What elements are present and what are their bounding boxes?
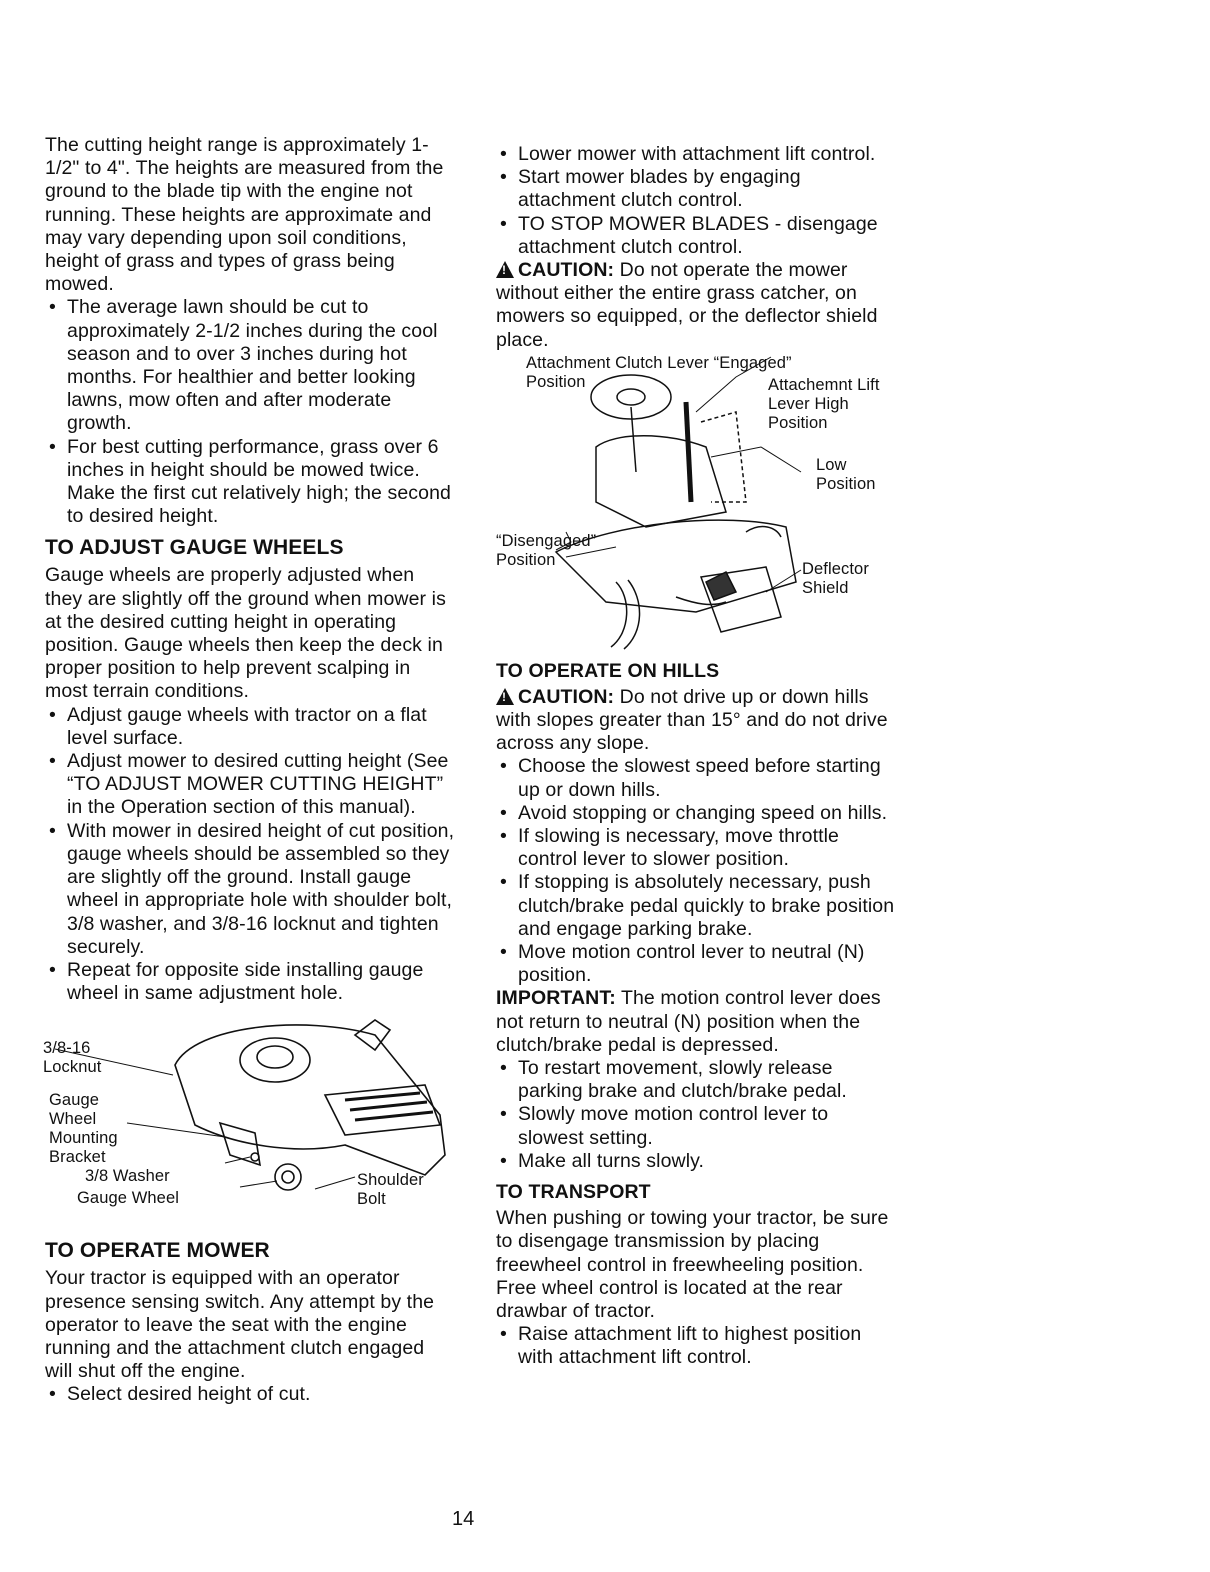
list-item: • If slowing is necessary, move throttle control lever to slower position. (496, 825, 896, 871)
disengaged-position-label: “Disengaged” Position (496, 531, 597, 569)
list-item: • Move motion control lever to neutral (N) position. (496, 941, 896, 987)
list-item: • Avoid stopping or changing speed on hills. (496, 802, 896, 825)
restart-list (496, 1057, 896, 1173)
list-item: • Raise attachment lift to highest position with attachment lift control. (496, 1323, 896, 1369)
cutting-height-intro: The cutting height range is approximately 1-1/2" to 4". The heights are measured from the ground to the blade tip with the engine not running. These heights are approximate and may vary depending upon soil conditions, height of grass and types of grass being mowed. (45, 134, 444, 296)
shoulder-bolt-label: Shoulder Bolt (357, 1171, 424, 1209)
list-item: • If stopping is absolutely necessary, push clutch/brake pedal quickly to brake position and engage parking brake. (496, 871, 896, 941)
list-item: • Make all turns slowly. (496, 1150, 896, 1173)
deflector-shield-label: Deflector Shield (802, 559, 869, 597)
gauge-wheels-list (45, 704, 455, 1006)
important-note (496, 987, 896, 1057)
caution-paragraph (496, 259, 896, 352)
list-item: • With mower in desired height of cut position, gauge wheels should be assembled so they are slightly off the ground. Install gauge wheel in appropriate hole with shoulder bolt, 3/8 washer, and 3/8-16 locknut and tighten securely. (45, 820, 455, 959)
hills-list (496, 755, 896, 987)
list-item: • Adjust gauge wheels with tractor on a flat level surface. (45, 704, 455, 750)
bracket-label: Gauge Wheel Mounting Bracket (49, 1091, 118, 1167)
gauge-wheel-label: Gauge Wheel (77, 1189, 179, 1208)
operate-mower-heading: TO OPERATE MOWER (45, 1239, 270, 1263)
low-position-label: Low Position (816, 455, 876, 493)
hills-heading: TO OPERATE ON HILLS (496, 659, 720, 682)
gauge-wheels-heading: TO ADJUST GAUGE WHEELS (45, 536, 344, 560)
list-item: • The average lawn should be cut to approximately 2-1/2 inches during the cool season and to over 3 inches during hot months. For healthier and better looking lawns, mow often and after moderate growth. (45, 296, 455, 435)
gauge-wheels-body: Gauge wheels are properly adjusted when they are slightly off the ground when mower is at the desired cutting height in operating position. Gauge wheels then keep the deck in proper position to help prevent scalping in most terrain conditions. (45, 564, 446, 703)
engaged-position-label: Attachment Clutch Lever “Engaged” Position (526, 353, 792, 391)
clutch-lever-figure (496, 352, 896, 652)
list-item: • Lower mower with attachment lift control. (496, 143, 896, 166)
transport-list (496, 1323, 896, 1369)
list-item: • Choose the slowest speed before starting up or down hills. (496, 755, 896, 801)
list-item: • Slowly move motion control lever to slowest setting. (496, 1103, 896, 1149)
lift-lever-high-label: Attachemnt Lift Lever High Position (768, 375, 880, 432)
page-number: 14 (452, 1508, 475, 1530)
caution-text: Do not drive up or down hills with slopes greater than 15° and do not drive across any slope. (496, 685, 888, 755)
list-item: • TO STOP MOWER BLADES - disengage attachment clutch control. (496, 213, 896, 259)
list-item: • Repeat for opposite side installing gauge wheel in same adjustment hole. (45, 959, 455, 1005)
left-column (45, 134, 455, 1407)
transport-heading: TO TRANSPORT (496, 1181, 651, 1204)
right-column (496, 143, 896, 1370)
gauge-wheel-figure (45, 1005, 455, 1231)
list-item: • Adjust mower to desired cutting height (See “TO ADJUST MOWER CUTTING HEIGHT” in the Operation section of this manual). (45, 750, 455, 820)
transport-body: When pushing or towing your tractor, be sure to disengage transmission by placing freewheel control in freewheeling position. Free wheel control is located at the rear drawbar of tractor. (496, 1207, 889, 1322)
caution-text: Do not operate the mower without either the entire grass catcher, on mowers so equipped, or the deflector shield place. (496, 259, 878, 351)
list-item: • To restart movement, slowly release parking brake and clutch/brake pedal. (496, 1057, 896, 1103)
operate-mower-list (45, 1383, 455, 1406)
warning-icon (496, 261, 514, 278)
lawn-tips-list (45, 296, 455, 528)
hills-caution (496, 686, 896, 756)
mower-start-list (496, 143, 896, 259)
important-label: IMPORTANT: (496, 987, 616, 1010)
important-text: The motion control lever does not return to neutral (N) position when the clutch/brake pedal is depressed. (496, 987, 881, 1056)
list-item: • For best cutting performance, grass over 6 inches in height should be mowed twice. Make the first cut relatively high; the second to desired height. (45, 436, 455, 529)
list-item: • Select desired height of cut. (45, 1383, 455, 1406)
operate-mower-body: Your tractor is equipped with an operator presence sensing switch. Any attempt by the operator to leave the seat with the engine running and the attachment clutch engaged will shut off the engine. (45, 1267, 435, 1383)
warning-icon (496, 688, 514, 705)
list-item: • Start mower blades by engaging attachment clutch control. (496, 166, 896, 212)
caution-label: CAUTION: (518, 685, 615, 708)
washer-label: 3/8 Washer (85, 1167, 170, 1186)
locknut-label: 3/8-16 Locknut (43, 1039, 102, 1077)
caution-label: CAUTION: (518, 259, 615, 282)
